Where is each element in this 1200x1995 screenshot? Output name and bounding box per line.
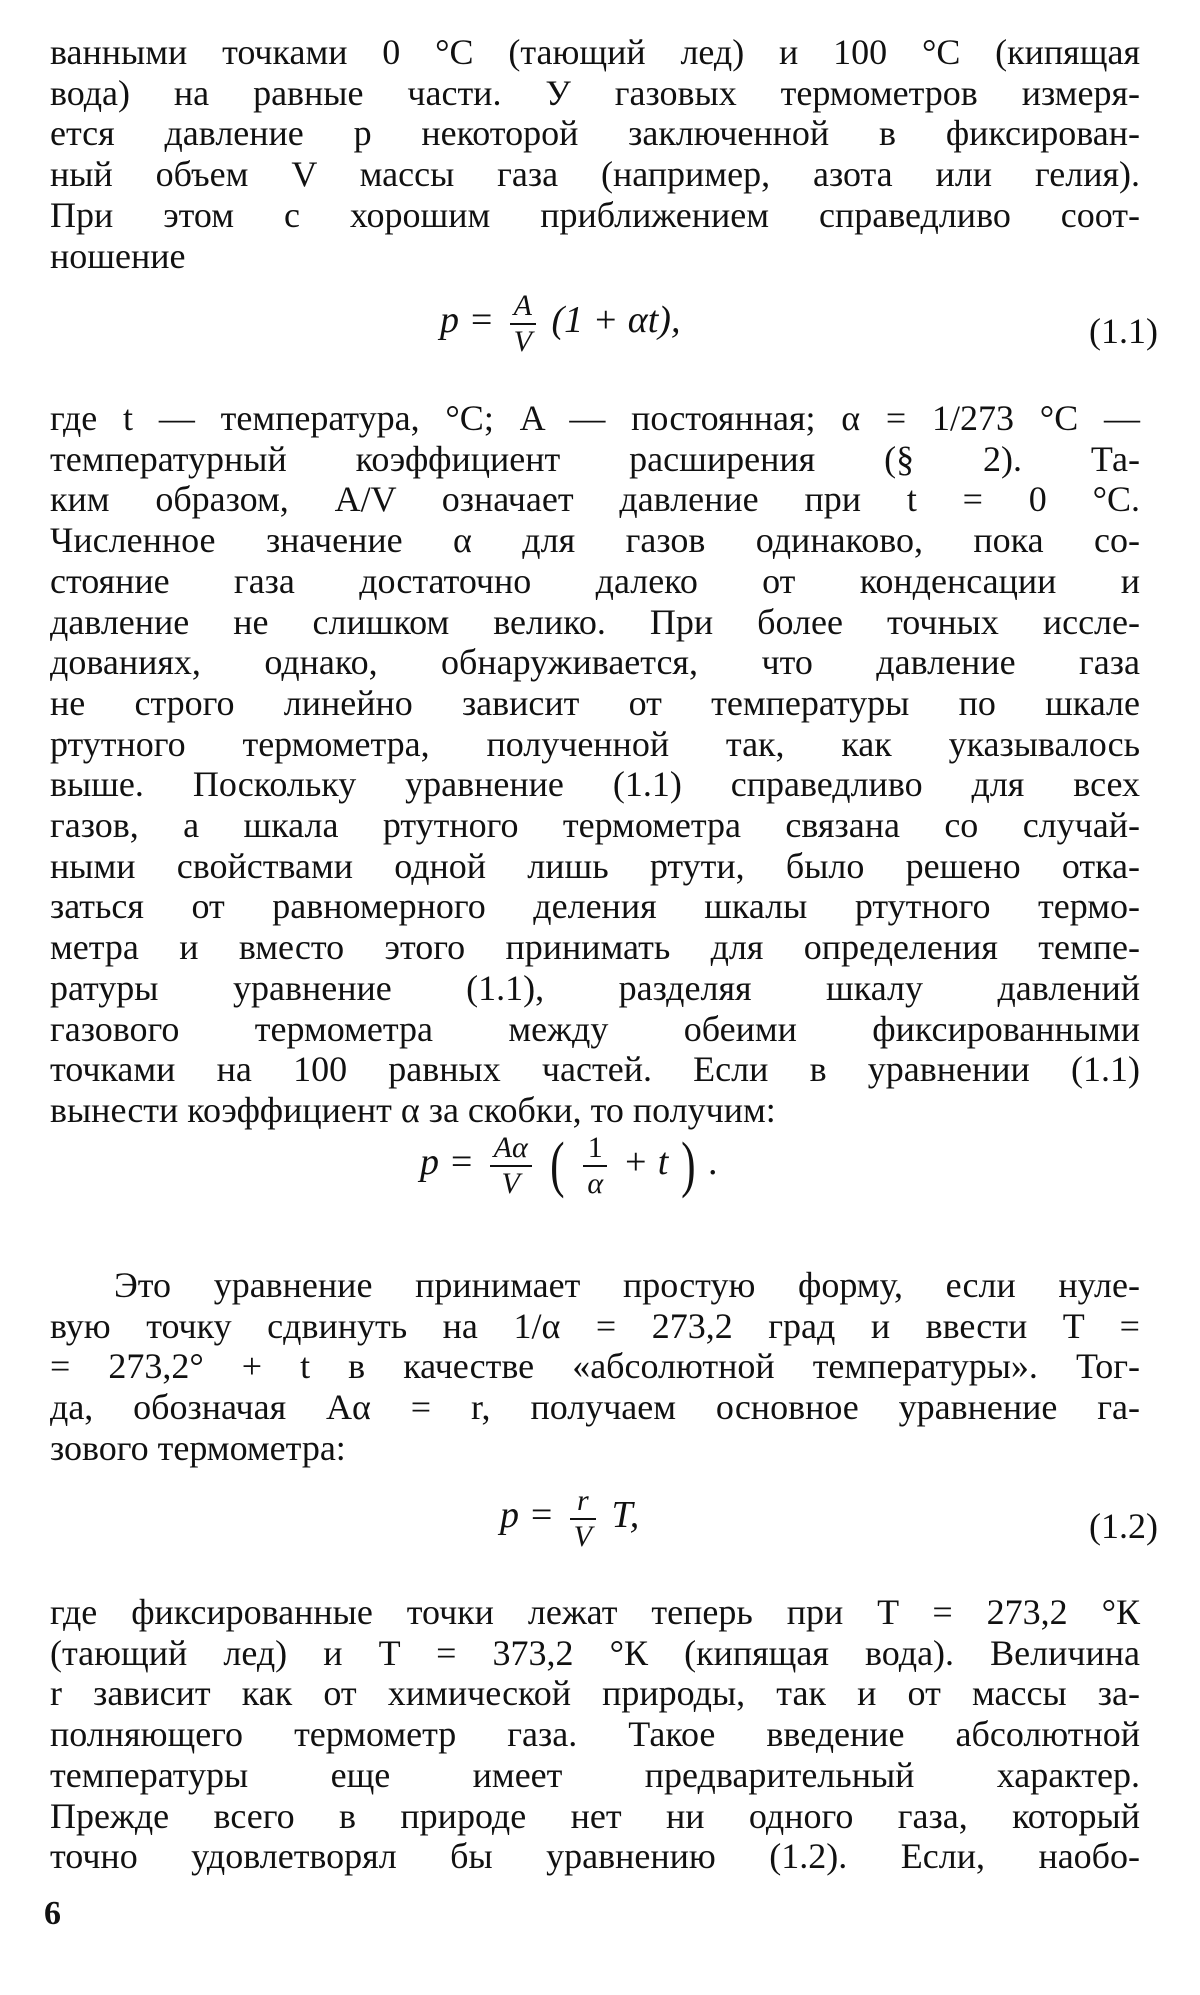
text-line: точками на 100 равных частей. Если в уравнении (1.1): [50, 1049, 1140, 1090]
text-line: ртутного термометра, полученной так, как указывалось: [50, 723, 1140, 764]
fraction-numerator: 1: [583, 1132, 607, 1167]
text-line: Численное значение α для газов одинаково, пока со-: [50, 520, 1140, 561]
text-line: ратуры уравнение (1.1), разделяя шкалу давлений: [50, 967, 1140, 1008]
text-line: выше. Поскольку уравнение (1.1) справедливо для всех: [50, 764, 1140, 805]
text-line: ким образом, A/V означает давление при t = 0 °С.: [50, 479, 1140, 520]
text-line: дованиях, однако, обнаруживается, что давление газа: [50, 642, 1140, 683]
plus-term: + t: [622, 1141, 669, 1184]
equation-number: (1.1): [1089, 311, 1158, 351]
text-line: заться от равномерного деления шкалы ртутного термо-: [50, 886, 1140, 927]
equation-lhs: p =: [440, 299, 495, 342]
text-line: зового термометра:: [50, 1427, 346, 1468]
text-line: стояние газа достаточно далеко от конденсации и: [50, 560, 1140, 601]
text-line: Это уравнение принимает простую форму, если нуле-: [114, 1265, 1140, 1305]
text-line: ными свойствами одной лишь ртути, было решено отка-: [50, 845, 1140, 886]
text-line: газов, а шкала ртутного термометра связана со случай-: [50, 805, 1140, 846]
fraction-numerator: A: [510, 290, 536, 325]
equation-number: (1.2): [1089, 1506, 1158, 1546]
text-line: вую точку сдвинуть на 1/α = 273,2 град и ввести T =: [50, 1305, 1140, 1346]
text-line: где фиксированные точки лежат теперь при T = 273,2 °К: [50, 1592, 1140, 1632]
fraction: [570, 1485, 596, 1552]
text-line: ванными точками 0 °С (тающий лед) и 100 °С (кипящая: [50, 32, 1140, 72]
close-paren: ): [680, 1131, 696, 1199]
text-line: (тающий лед) и T = 373,2 °К (кипящая вода). Величина: [50, 1632, 1140, 1673]
text-line: да, обозначая Aα = r, получаем основное уравнение га-: [50, 1387, 1140, 1428]
equation-unnumbered: [420, 1130, 718, 1201]
fraction: [490, 1132, 532, 1199]
text-line: температурный коэффициент расширения (§ 2). Та-: [50, 438, 1140, 479]
paragraph-1: [50, 32, 1140, 276]
paragraph-2: [50, 398, 1140, 1131]
text-line: газового термометра между обеими фиксированными: [50, 1008, 1140, 1049]
text-line: вынести коэффициент α за скобки, то получим:: [50, 1089, 776, 1130]
fraction-denominator: V: [573, 1519, 592, 1553]
text-line: не строго линейно зависит от температуры по шкале: [50, 682, 1140, 723]
text-line: метра и вместо этого принимать для определения темпе-: [50, 927, 1140, 968]
equation-lhs: p =: [420, 1141, 475, 1184]
equation-1-1: [440, 290, 680, 357]
fraction-denominator: V: [513, 324, 532, 358]
fraction: [510, 290, 536, 357]
text-line: ный объем V массы газа (например, азота или гелия).: [50, 154, 1140, 195]
fraction-denominator: α: [587, 1166, 604, 1200]
text-line: При этом с хорошим приближением справедливо соот-: [50, 194, 1140, 235]
text-line: точно удовлетворял бы уравнению (1.2). Если, наобо-: [50, 1836, 1140, 1877]
text-line: температуры еще имеет предварительный характер.: [50, 1754, 1140, 1795]
page-number: 6: [44, 1895, 61, 1932]
equation-period: .: [708, 1141, 718, 1184]
equation-1-2: [500, 1485, 639, 1552]
open-paren: (: [550, 1131, 565, 1199]
fraction-denominator: V: [501, 1166, 520, 1200]
text-line: вода) на равные части. У газовых термометров измеря-: [50, 72, 1140, 113]
text-line: полняющего термометр газа. Такое введение абсолютной: [50, 1714, 1140, 1755]
text-line: ется давление p некоторой заключенной в фиксирован-: [50, 113, 1140, 154]
equation-rhs: T,: [611, 1494, 640, 1537]
fraction: [583, 1132, 607, 1199]
text-line: r зависит как от химической природы, так и от массы за-: [50, 1673, 1140, 1714]
text-line: = 273,2° + t в качестве «абсолютной температуры». Тог-: [50, 1346, 1140, 1387]
paragraph-3: [50, 1265, 1140, 1469]
text-line: давление не слишком велико. При более точных иссле-: [50, 601, 1140, 642]
fraction-numerator: Aα: [490, 1132, 532, 1167]
text-line: ношение: [50, 235, 186, 276]
equation-rhs: (1 + αt),: [551, 299, 681, 342]
equation-lhs: p =: [500, 1494, 555, 1537]
text-line: где t — температура, °С; A — постоянная; α = 1/273 °С —: [50, 398, 1140, 438]
paragraph-4: [50, 1592, 1140, 1877]
text-line: Прежде всего в природе нет ни одного газа, который: [50, 1795, 1140, 1836]
fraction-numerator: r: [570, 1485, 596, 1520]
